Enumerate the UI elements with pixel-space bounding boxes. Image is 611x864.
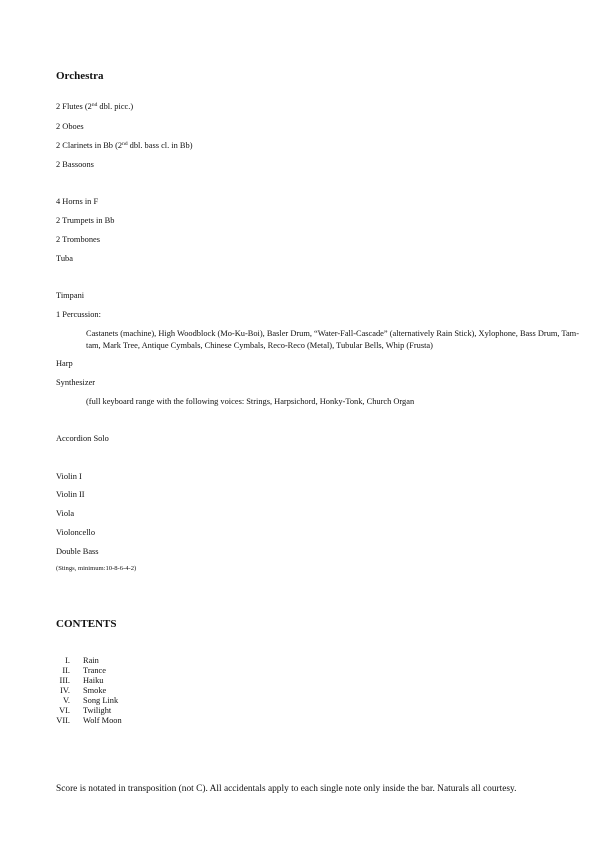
list-item: III. Haiku (59, 676, 104, 685)
instrument-timpani: Timpani (56, 291, 85, 300)
list-item: II. Trance (62, 666, 106, 675)
percussion-label: 1 Percussion: (56, 310, 101, 319)
list-item: VII. Wolf Moon (56, 716, 122, 725)
synthesizer-detail: (full keyboard range with the following voices: Strings, Harpsichord, Honky-Tonk, Church Organ (86, 397, 415, 406)
strings-minimum-note: (Stings, minimum:10-8-6-4-2) (56, 565, 137, 572)
instrument-double-bass: Double Bass (56, 547, 99, 556)
list-item: V. Song Link (62, 696, 119, 705)
instrument-bassoons: 2 Bassoons (56, 160, 94, 169)
instrument-synthesizer: Synthesizer (56, 378, 96, 387)
orchestra-heading: Orchestra (56, 70, 104, 82)
instrument-accordion: Accordion Solo (56, 434, 109, 443)
instrument-violin-2: Violin II (56, 490, 85, 499)
contents-heading: CONTENTS (56, 618, 117, 630)
instrument-violoncello: Violoncello (56, 528, 96, 537)
instrument-oboes: 2 Oboes (56, 122, 84, 131)
percussion-detail: Castanets (machine), High Woodblock (Mo-Ku-Boi), Basler Drum, “Water-Fall-Cascade” (alternatively Rain Stick), Xylophone, Bass Drum, Tam-tam, Mark Tree, Antique Cymbals, Chinese Cymbals, Reco-Reco (Metal), Tubular Bells, Whip (Frusta) (86, 329, 579, 350)
instrument-harp: Harp (56, 359, 73, 368)
instrument-clarinets: 2 Clarinets in Bb (2nd dbl. bass cl. in Bb) (56, 141, 193, 150)
instrument-viola: Viola (56, 509, 75, 518)
list-item: I. Rain (65, 656, 99, 665)
list-item: VI. Twilight (59, 706, 112, 715)
list-item: IV. Smoke (60, 686, 107, 695)
instrument-tuba: Tuba (56, 254, 73, 263)
transposition-note: Score is notated in transposition (not C). All accidentals apply to each single note only inside the bar. Naturals all courtesy. (56, 784, 517, 794)
instrument-violin-1: Violin I (56, 472, 82, 481)
instrument-horns: 4 Horns in F (56, 197, 99, 206)
contents-list (50, 656, 122, 726)
instrument-trumpets: 2 Trumpets in Bb (56, 216, 115, 225)
instrument-trombones: 2 Trombones (56, 235, 100, 244)
instrument-flutes: 2 Flutes (2nd dbl. picc.) (56, 102, 134, 111)
